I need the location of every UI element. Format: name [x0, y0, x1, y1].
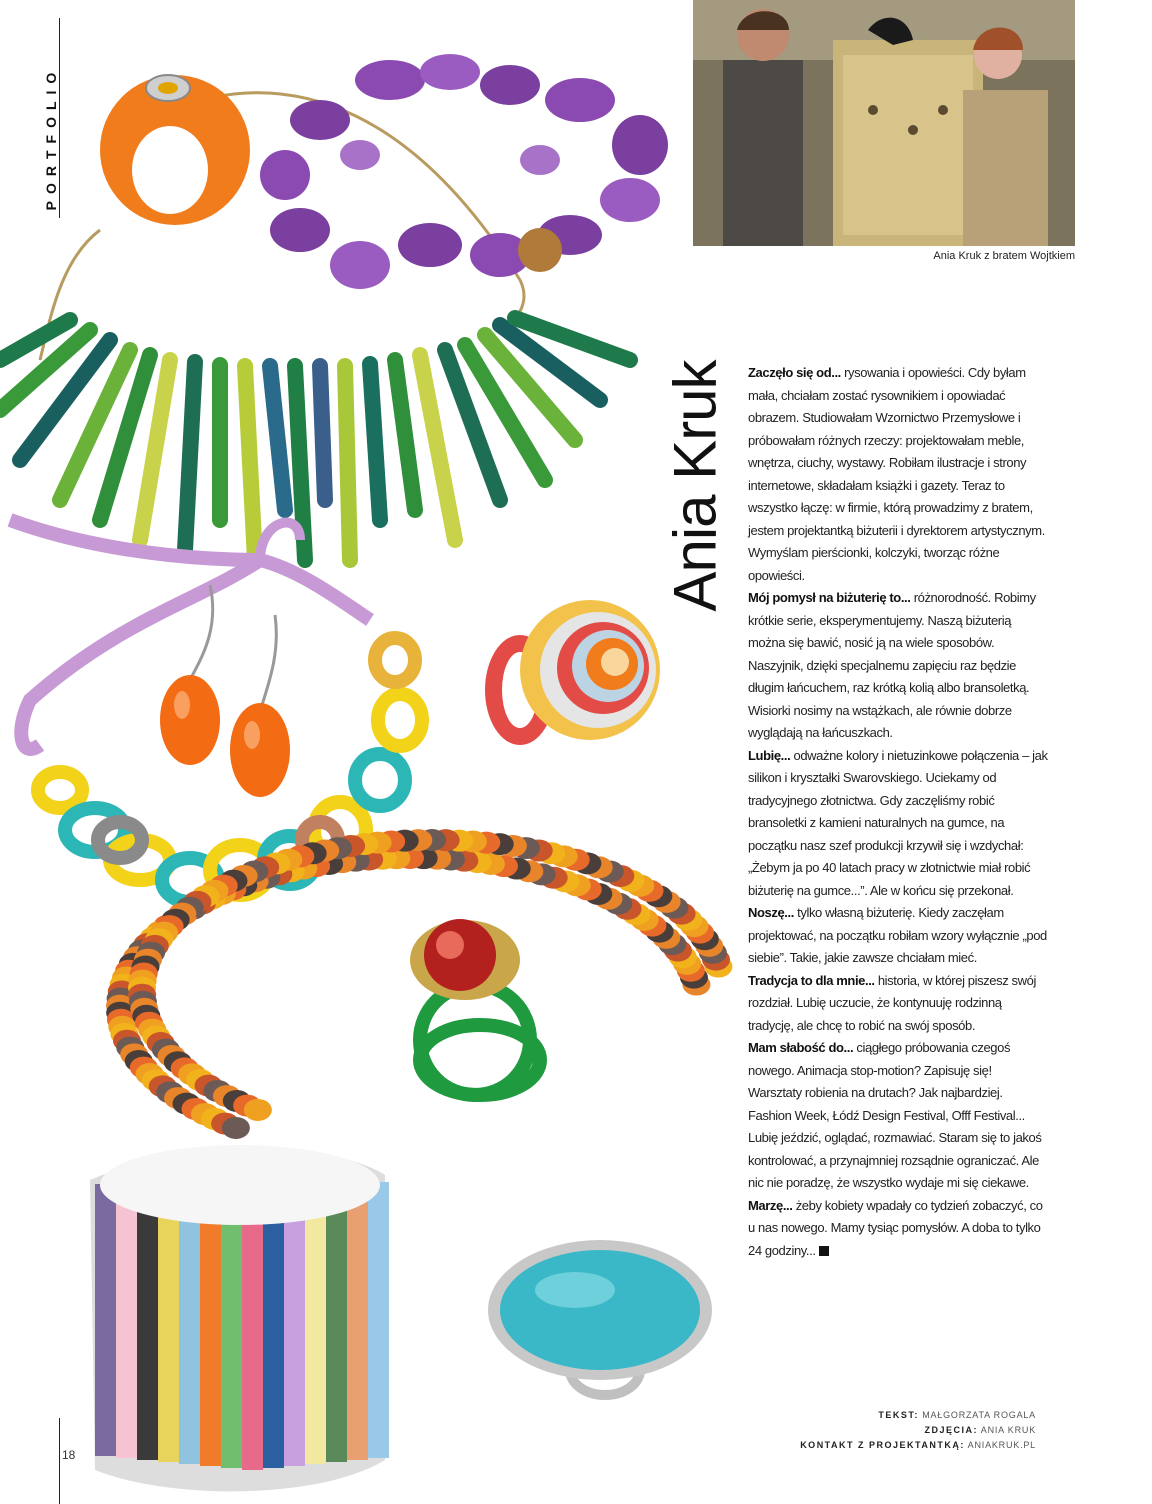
- credit-line: [760, 1423, 1036, 1438]
- paragraph: [748, 362, 1048, 587]
- designer-photo-image: [693, 0, 1075, 246]
- bangle-stripe: [137, 1180, 158, 1460]
- paragraph-text: odważne kolory i nietuzinkowe połączenia – jak silikon i kryształki Swarovskiego. Uciekamy od tradycyjnego złotnictwa. Gdy zaczęliśmy robić bransoletki z kamieni naturalnych na gumce, na początku nasz szef produkcji krzywił się i wzdychał: „Żebym ja po 40 latach pracy w złotnictwie miał robić biżuterię na gumce...”. Ale w końcu się przekonał.: [748, 747, 1048, 898]
- lead-in: Lubię...: [748, 747, 791, 763]
- bangle-stripe: [368, 1182, 389, 1458]
- paragraph: [748, 1195, 1048, 1263]
- credit-value: ANIA KRUK: [980, 1425, 1036, 1435]
- article-title-text: Ania Kruk: [661, 360, 729, 612]
- paragraph: [748, 970, 1048, 1038]
- paragraph: [748, 1037, 1048, 1195]
- paragraph-text: rysowania i opowieści. Cdy byłam mała, chciałam zostać rysownikiem i opowiadać obrazem. Studiowałam Wzornictwo Przemysłowe i próbowałam różnych rzeczy: projektowałam meble, wnętrza, ciuchy, wystawy. Robiłam ilustracje i strony internetowe, składałam książki i gazety. Teraz to wszystko łączę: w firmie, którą prowadzimy z bratem, jestem projektantką biżuterii i dyrektorem artystycznym. Wymyślam pierścionki, kolczyki, tworząc różne opowieści.: [748, 365, 1045, 583]
- article-title: [660, 358, 730, 614]
- credit-line: [760, 1408, 1036, 1423]
- brother-figure: [723, 60, 803, 246]
- lead-in: Mój pomysł na biżuterię to...: [748, 590, 911, 605]
- paragraph-text: tylko własną biżuterię. Kiedy zaczęłam projektować, na początku robiłam wzory wyłącznie „pod siebie”. Takie, jakie zawsze chciałam mieć.: [748, 905, 1047, 965]
- designer-photo: [693, 0, 1075, 246]
- paragraph-text: historia, w której piszesz swój rozdział. Lubię uczucie, że kontynuuję rodzinną tradycję, ale chcę to robić na swój sposób.: [748, 972, 1036, 1033]
- lead-in: Marzę...: [748, 1197, 793, 1213]
- credit-value: MAŁGORZATA ROGALA: [922, 1410, 1036, 1420]
- paragraph-text: ciągłego próbowania czegoś nowego. Animacja stop-motion? Zapisuję się! Warsztaty robienia na drutach? Jak najbardziej. Fashion Week, Łódź Design Festival, Offf Festival... Lubię jeździć, oglądać, rozmawiać. Staram się to jakoś kontrolować, a przynajmniej rozsądnie ograniczać. Ale nic nie poradzę, że wszystko wydaje mi się ciekawe.: [748, 1040, 1042, 1190]
- bangle-stripe: [326, 1178, 347, 1462]
- end-of-article-square-icon: [819, 1246, 829, 1256]
- paragraph: [748, 745, 1048, 903]
- amethyst-bracelet: [260, 54, 668, 289]
- paragraph: [748, 902, 1048, 970]
- ribbon: [21, 560, 260, 749]
- bangle-stripe: [116, 1182, 137, 1458]
- article-body: [748, 362, 1048, 1262]
- paragraph-text: żeby kobiety wpadały co tydzień zobaczyć, co u nas nowego. Mamy tysiąc pomysłów. A doba to tylko 24 godziny...: [748, 1197, 1043, 1258]
- credit-label: KONTAKT Z PROJEKTANTKĄ:: [800, 1440, 965, 1450]
- lead-in: Mam słabość do...: [748, 1040, 854, 1055]
- section-label-text: PORTFOLIO: [43, 65, 59, 211]
- wooden-bead-necklace: [106, 829, 732, 1139]
- credit-label: ZDJĘCIA:: [924, 1425, 978, 1435]
- orange-earrings: [160, 585, 290, 797]
- wood-bead: [244, 1099, 272, 1121]
- bangle-stripe: [158, 1178, 179, 1462]
- photo-caption: Ania Kruk z bratem Wojtkiem: [933, 250, 1075, 262]
- green-stick-necklace: [0, 318, 630, 560]
- green-silicone-ring: [410, 919, 540, 1095]
- striped-dome-ring: [485, 600, 660, 745]
- striped-bangle: [90, 1145, 389, 1491]
- lead-in: Tradycja to dla mnie...: [748, 972, 875, 988]
- designer-figure: [963, 90, 1048, 246]
- lead-in: Noszę...: [748, 905, 794, 920]
- wood-bead: [222, 1117, 250, 1139]
- page-number: 18: [62, 1448, 76, 1462]
- lead-in: Zaczęło się od...: [748, 365, 841, 380]
- paragraph: [748, 587, 1048, 745]
- credit-value: ANIAKRUK.PL: [967, 1440, 1036, 1450]
- bangle-stripe: [95, 1184, 116, 1456]
- paragraph-text: różnorodność. Robimy krótkie serie, eksperymentujemy. Naszą biżuterią można się bawić, nosić ją na wiele sposobów. Naszyjnik, dzięki specjalnemu zapięciu raz będzie długim łańcuchem, raz krótką kolią albo bransoletką. Wisiorki nosimy na wstążkach, ale równie dobrze wyglądają na łańcuszkach.: [748, 590, 1036, 740]
- credit-line: [760, 1438, 1036, 1453]
- turquoise-ring: [488, 1240, 712, 1395]
- orange-ring: [100, 75, 250, 225]
- credits: [760, 1408, 1036, 1453]
- bangle-stripe: [347, 1180, 368, 1460]
- credit-label: TEKST:: [878, 1410, 919, 1420]
- bangle-opening: [100, 1145, 380, 1225]
